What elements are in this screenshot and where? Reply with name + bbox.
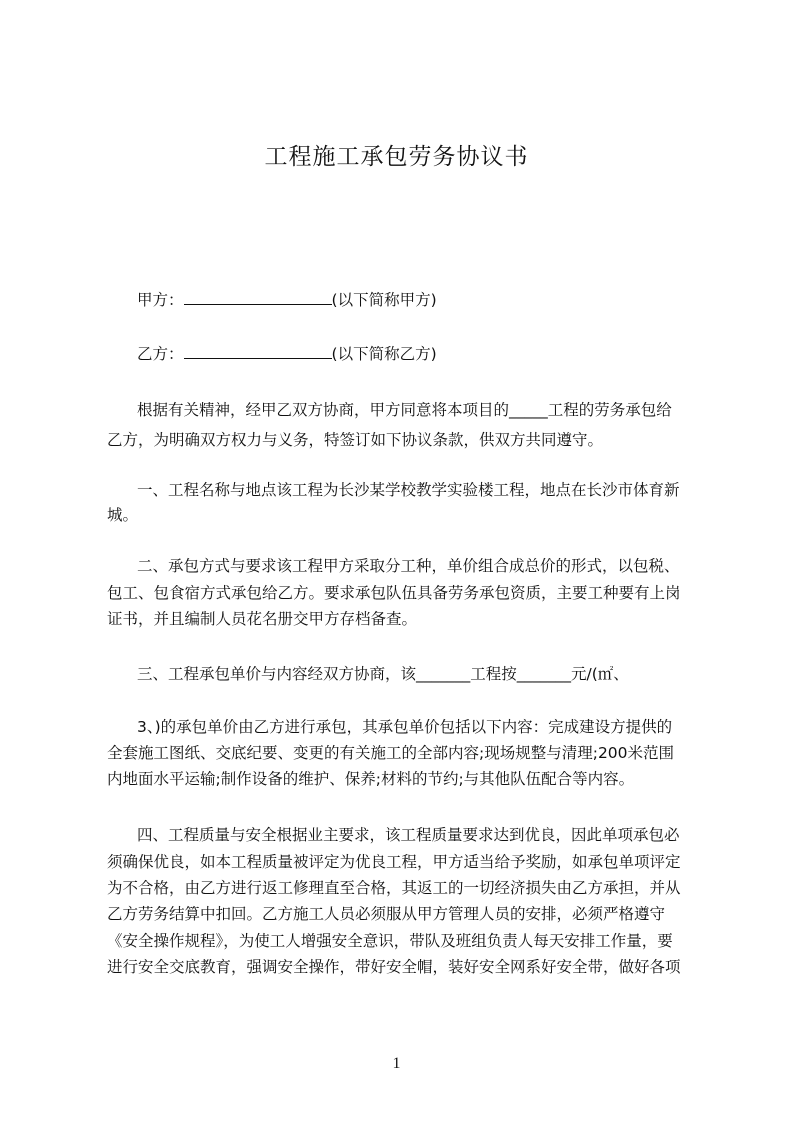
- section3-cont-line-2: 全套施工图纸、交底纪要、变更的有关施工的全部内容;现场规整与清理;200米范围: [107, 744, 675, 762]
- section4-line-2: 须确保优良，如本工程质量被评定为优良工程，甲方适当给予奖励，如承包单项评定: [107, 853, 681, 871]
- section3-line-1: 三、工程承包单价与内容经双方协商，该_______工程按_______元/(㎡、: [137, 665, 629, 683]
- party-b-line: [107, 339, 737, 369]
- intro-line-2: 乙方，为明确双方权力与义务，特签订如下协议条款，供双方共同遵守。: [107, 431, 604, 449]
- party-a-suffix: (以下简称甲方): [331, 291, 437, 309]
- section2-line-1: 二、承包方式与要求该工程甲方采取分工种，单价组合成总价的形式，以包税、: [137, 557, 680, 575]
- document-title: 工程施工承包劳务协议书: [264, 144, 529, 170]
- section4-line-5: 《安全操作规程》，为使工人增强安全意识，带队及班组负责人每天安排工作量，要: [107, 932, 673, 950]
- party-b-suffix: (以下简称乙方): [331, 345, 437, 363]
- section2-line-3: 证书，并且编制人员花名册交甲方存档备查。: [107, 610, 418, 628]
- party-b-label: 乙方：: [137, 345, 184, 363]
- section4-line-3: 为不合格，由乙方进行返工修理直至合格，其返工的一切经济损失由乙方承担，并从: [107, 879, 681, 897]
- party-a-line: [107, 285, 737, 315]
- party-b-blank: [184, 340, 332, 359]
- party-a-label: 甲方：: [137, 291, 184, 309]
- page-number: 1: [392, 1055, 401, 1072]
- section1-line-1: 一、工程名称与地点该工程为长沙某学校教学实验楼工程，地点在长沙市体育新: [137, 481, 680, 499]
- section4-line-1: 四、工程质量与安全根据业主要求，该工程质量要求达到优良，因此单项承包必: [137, 826, 680, 844]
- section3-cont-line-3: 内地面水平运输;制作设备的维护、保养;材料的节约;与其他队伍配合等内容。: [107, 770, 635, 788]
- section2-line-2: 包工、包食宿方式承包给乙方。要求承包队伍具备劳务承包资质，主要工种要有上岗: [107, 584, 681, 602]
- section4-line-4: 乙方劳务结算中扣回。乙方施工人员必须服从甲方管理人员的安排，必须严格遵守: [107, 905, 666, 923]
- section4-line-6: 进行安全交底教育，强调安全操作，带好安全帽，装好安全网系好安全带，做好各项: [107, 958, 681, 976]
- section1-line-2: 城。: [107, 506, 139, 524]
- section3-cont-line-1: 3、)的承包单价由乙方进行承包，其承包单价包括以下内容：完成建设方提供的: [137, 718, 673, 736]
- party-a-blank: [184, 286, 332, 305]
- intro-line-1: 根据有关精神，经甲乙双方协商，甲方同意将本项目的_____工程的劳务承包给: [137, 401, 672, 419]
